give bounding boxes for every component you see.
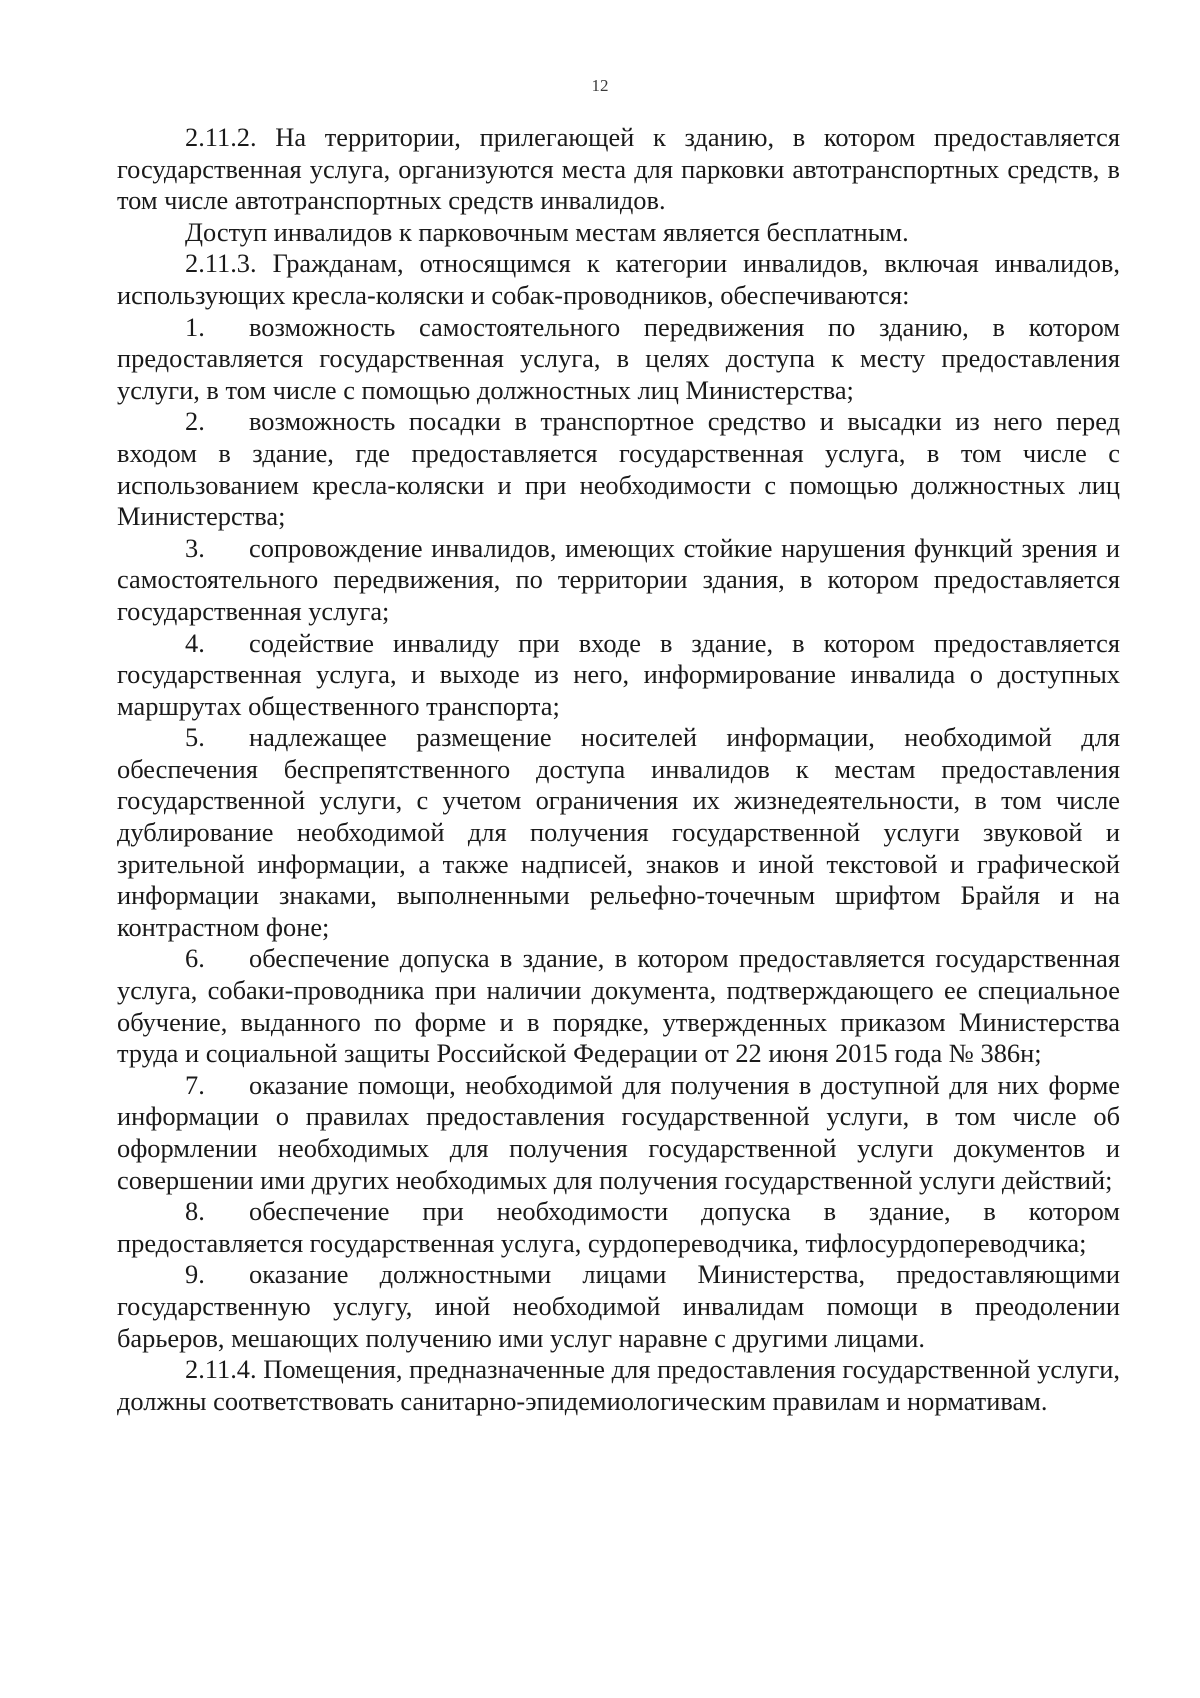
list-item-text: содействие инвалиду при входе в здание, в котором предоставляется государственная услуга, и выходе из него, информирование инвалида о доступных маршрутах общественного транспорта; bbox=[117, 627, 1120, 721]
list-item-text: возможность самостоятельного передвижения по зданию, в котором предоставляется государственная услуга, в целях доступа к месту предоставления услуги, в том числе с помощью должностных лиц Министерства; bbox=[117, 311, 1120, 405]
list-item-text: возможность посадки в транспортное средство и высадки из него перед входом в здание, где предоставляется государственная услуга, в том числе с использованием кресла-коляски и при необходимости с помощью должностных лиц Министерства; bbox=[117, 406, 1120, 532]
list-item bbox=[117, 943, 1120, 1069]
list-item-number: 6. bbox=[185, 943, 205, 974]
paragraph-2-11-4 bbox=[117, 1354, 1120, 1417]
list-item bbox=[117, 1259, 1120, 1354]
list-item-number: 8. bbox=[185, 1196, 205, 1227]
list-item-text: надлежащее размещение носителей информации, необходимой для обеспечения беспрепятственного доступа инвалидов к местам предоставления государственной услуги, с учетом ограничения их жизнедеятельности, в том числе дублирование необходимой для получения государственной услуги звуковой и зрительной информации, а также надписей, знаков и иной текстовой и графической информации знаками, выполненными рельефно-точечным шрифтом Брайля и на контрастном фоне; bbox=[117, 722, 1120, 942]
list-item-number: 9. bbox=[185, 1259, 205, 1290]
list-item-number: 7. bbox=[185, 1069, 205, 1100]
list-item-text: оказание помощи, необходимой для получения в доступной для них форме информации о правилах предоставления государственной услуги, в том числе об оформлении необходимых для получения государственной услуги документов и совершении ими других необходимых для получения государственной услуги действий; bbox=[117, 1069, 1120, 1195]
list-item-text: обеспечение при необходимости допуска в здание, в котором предоставляется государственная услуга, сурдопереводчика, тифлосурдопереводчика; bbox=[117, 1196, 1120, 1258]
paragraph-text: 2.11.4. Помещения, предназначенные для предоставления государственной услуги, должны соответствовать санитарно-эпидемиологическим правилам и нормативам. bbox=[117, 1354, 1120, 1416]
list-item bbox=[117, 406, 1120, 532]
list-item-text: сопровождение инвалидов, имеющих стойкие нарушения функций зрения и самостоятельного передвижения, по территории здания, в котором предоставляется государственная услуга; bbox=[117, 532, 1120, 626]
paragraph-text: Доступ инвалидов к парковочным местам является бесплатным. bbox=[185, 216, 909, 247]
list-item-number: 5. bbox=[185, 722, 205, 753]
list-item bbox=[117, 1196, 1120, 1259]
paragraph-text: 2.11.3. Гражданам, относящимся к категории инвалидов, включая инвалидов, использующих кресла-коляски и собак-проводников, обеспечиваются: bbox=[117, 248, 1120, 310]
list-item bbox=[117, 628, 1120, 723]
paragraph-2-11-2 bbox=[117, 122, 1120, 217]
list-item-text: оказание должностными лицами Министерства, предоставляющими государственную услугу, иной необходимой инвалидам помощи в преодолении барьеров, мешающих получению ими услуг наравне с другими лицами. bbox=[117, 1259, 1120, 1353]
paragraph-text: 2.11.2. На территории, прилегающей к зданию, в котором предоставляется государственная услуга, организуются места для парковки автотранспортных средств, в том числе автотранспортных средств инвалидов. bbox=[117, 122, 1120, 216]
list-item-number: 2. bbox=[185, 406, 205, 437]
list-item-number: 1. bbox=[185, 311, 205, 342]
paragraph-2-11-3 bbox=[117, 248, 1120, 311]
document-body bbox=[117, 122, 1120, 1417]
list-item bbox=[117, 533, 1120, 628]
list-item-text: обеспечение допуска в здание, в котором предоставляется государственная услуга, собаки-проводника при наличии документа, подтверждающего ее специальное обучение, выданного по форме и в порядке, утвержденных приказом Министерства труда и социальной защиты Российской Федерации от 22 июня 2015 года № 386н; bbox=[117, 943, 1120, 1069]
list-item-number: 4. bbox=[185, 627, 205, 658]
paragraph-parking-access bbox=[117, 217, 1120, 249]
list-item-number: 3. bbox=[185, 532, 205, 563]
list-item bbox=[117, 1070, 1120, 1196]
page-number: 12 bbox=[591, 76, 609, 95]
list-item bbox=[117, 722, 1120, 943]
list-item bbox=[117, 312, 1120, 407]
